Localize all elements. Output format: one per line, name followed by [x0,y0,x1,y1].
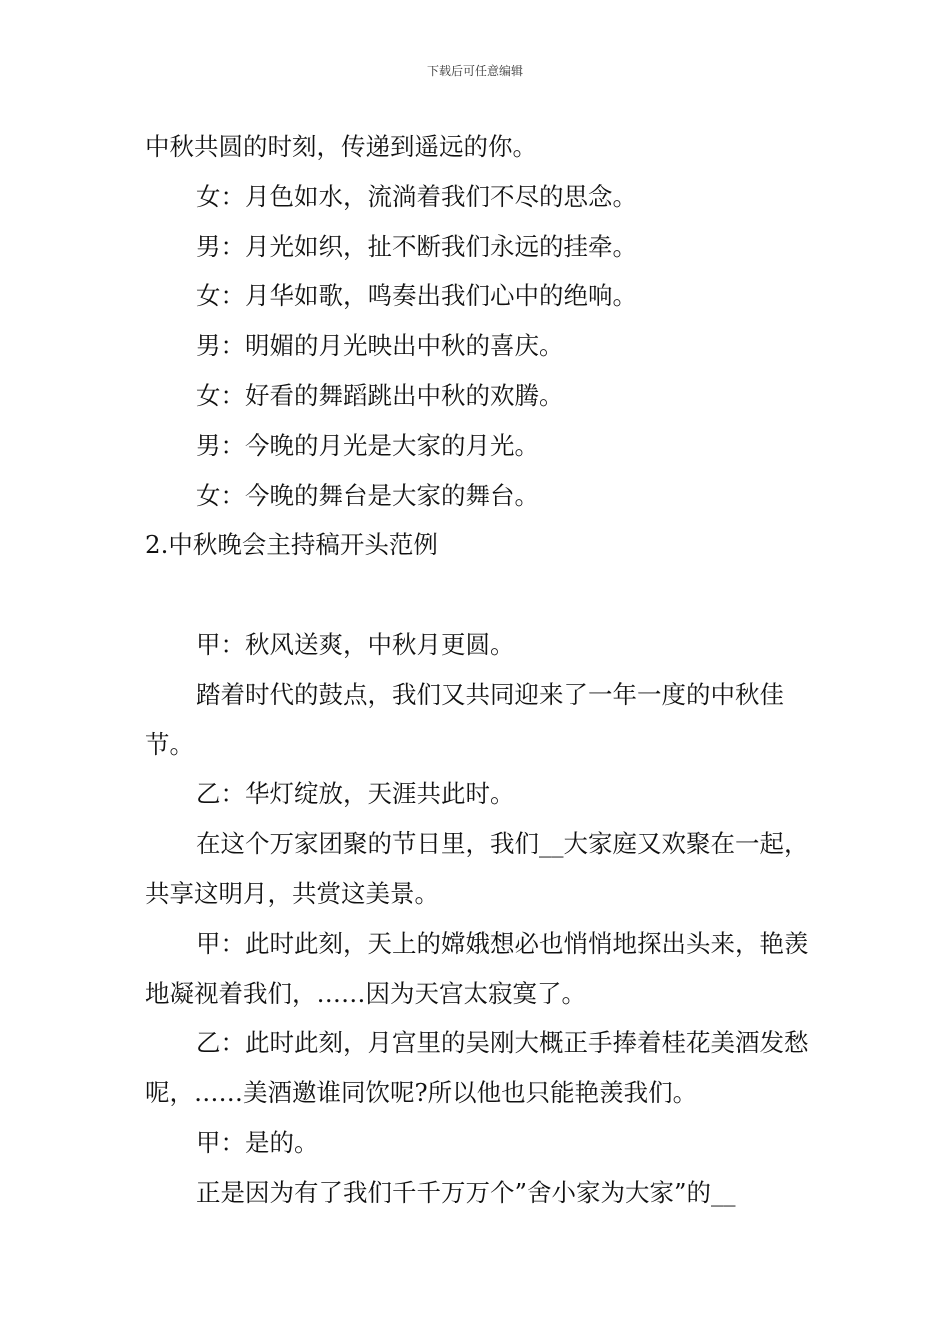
paragraph: 乙：此时此刻，月宫里的吴刚大概正手捧着桂花美酒发愁呢，……美酒邀谁同饮呢?所以他也只能艳羡我们。 [145,1028,809,1108]
paragraph: 女：月华如歌，鸣奏出我们心中的绝响。 [196,281,637,311]
paragraph: 中秋共圆的时刻，传递到遥远的你。 [145,132,537,161]
paragraph: 在这个万家团聚的节日里，我们__大家庭又欢聚在一起，共享这明月，共赏这美景。 [145,829,809,908]
paragraph: 乙：华灯绽放，天涯共此时。 [196,779,515,809]
document-body [145,122,810,1218]
paragraph: 甲：此时此刻，天上的嫦娥想必也悄悄地探出头来，艳羡地凝视着我们，……因为天宫太寂寞了。 [145,928,809,1008]
paragraph: 女：月色如水，流淌着我们不尽的思念。 [196,181,637,211]
paragraph: 甲：是的。 [196,1127,319,1157]
paragraph: 男：今晚的月光是大家的月光。 [196,430,539,460]
paragraph: 男：明媚的月光映出中秋的喜庆。 [196,331,564,361]
paragraph: 女：今晚的舞台是大家的舞台。 [196,480,539,510]
paragraph: 男：月光如织，扯不断我们永远的挂牵。 [196,231,637,261]
section-heading: 2.中秋晚会主持稿开头范例 [145,530,438,560]
paragraph: 踏着时代的鼓点，我们又共同迎来了一年一度的中秋佳节。 [145,679,784,759]
paragraph: 女：好看的舞蹈跳出中秋的欢腾。 [196,380,564,410]
blank-line [145,570,810,620]
page-header: 下载后可任意编辑 [426,64,523,78]
paragraph: 正是因为有了我们千千万万个”舍小家为大家”的__ [196,1177,736,1207]
paragraph: 甲：秋风送爽，中秋月更圆。 [196,629,515,659]
